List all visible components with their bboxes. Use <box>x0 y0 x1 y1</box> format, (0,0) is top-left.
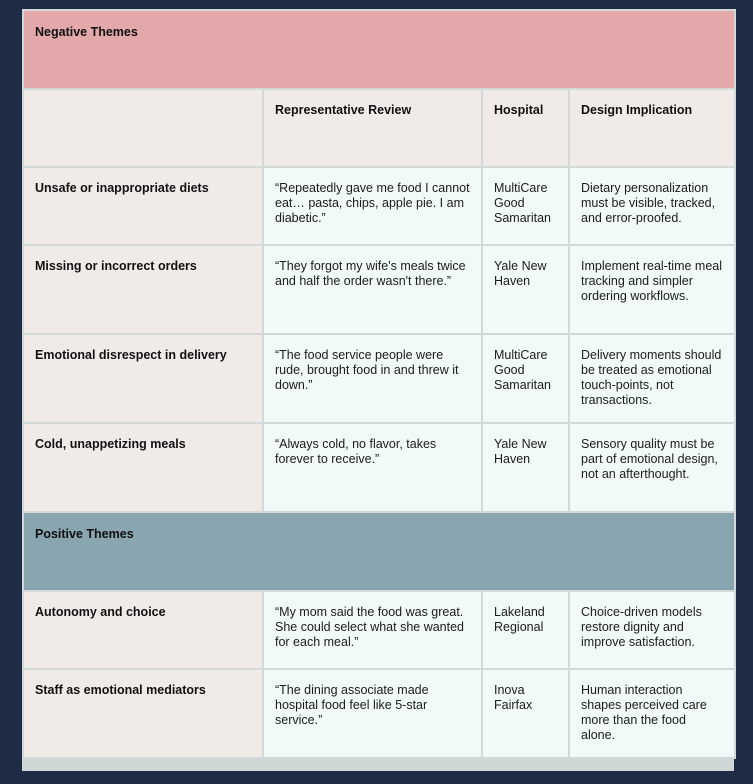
implication-cell: Implement real-time meal tracking and simpler ordering workflows. <box>570 246 734 333</box>
table-row <box>24 246 734 333</box>
header-representative-review: Representative Review <box>264 90 481 166</box>
hospital-cell: Yale New Haven <box>483 246 568 333</box>
review-cell: “Always cold, no flavor, takes forever to receive.” <box>264 424 481 511</box>
hospital-cell: Inova Fairfax <box>483 670 568 757</box>
header-theme <box>24 90 262 166</box>
implication-cell: Delivery moments should be treated as emotional touch-points, not transactions. <box>570 335 734 422</box>
review-cell: “Repeatedly gave me food I cannot eat… pasta, chips, apple pie. I am diabetic.” <box>264 168 481 244</box>
negative-themes-title: Negative Themes <box>24 11 734 88</box>
review-cell: “They forgot my wife's meals twice and half the order wasn't there.” <box>264 246 481 333</box>
table-row <box>24 168 734 244</box>
header-hospital: Hospital <box>483 90 568 166</box>
table-row <box>24 592 734 668</box>
themes-table <box>22 9 736 759</box>
review-cell: “The food service people were rude, brought food in and threw it down.” <box>264 335 481 422</box>
positive-section-row <box>24 513 734 590</box>
review-cell: “My mom said the food was great. She could select what she wanted for each meal.” <box>264 592 481 668</box>
hospital-cell: MultiCare Good Samaritan <box>483 335 568 422</box>
theme-cell: Unsafe or inappropriate diets <box>24 168 262 244</box>
negative-section-row <box>24 11 734 88</box>
table-row <box>24 424 734 511</box>
hospital-cell: Lakeland Regional <box>483 592 568 668</box>
hospital-cell: MultiCare Good Samaritan <box>483 168 568 244</box>
implication-cell: Dietary personalization must be visible, tracked, and error-proofed. <box>570 168 734 244</box>
implication-cell: Choice-driven models restore dignity and improve satisfaction. <box>570 592 734 668</box>
theme-cell: Staff as emotional mediators <box>24 670 262 757</box>
implication-cell: Human interaction shapes perceived care more than the food alone. <box>570 670 734 757</box>
table-row <box>24 335 734 422</box>
theme-cell: Autonomy and choice <box>24 592 262 668</box>
column-header-row <box>24 90 734 166</box>
hospital-cell: Yale New Haven <box>483 424 568 511</box>
theme-cell: Cold, unappetizing meals <box>24 424 262 511</box>
header-design-implication: Design Implication <box>570 90 734 166</box>
review-cell: “The dining associate made hospital food feel like 5-star service.” <box>264 670 481 757</box>
positive-themes-title: Positive Themes <box>24 513 734 590</box>
table-row <box>24 670 734 757</box>
theme-cell: Emotional disrespect in delivery <box>24 335 262 422</box>
theme-cell: Missing or incorrect orders <box>24 246 262 333</box>
implication-cell: Sensory quality must be part of emotional design, not an afterthought. <box>570 424 734 511</box>
